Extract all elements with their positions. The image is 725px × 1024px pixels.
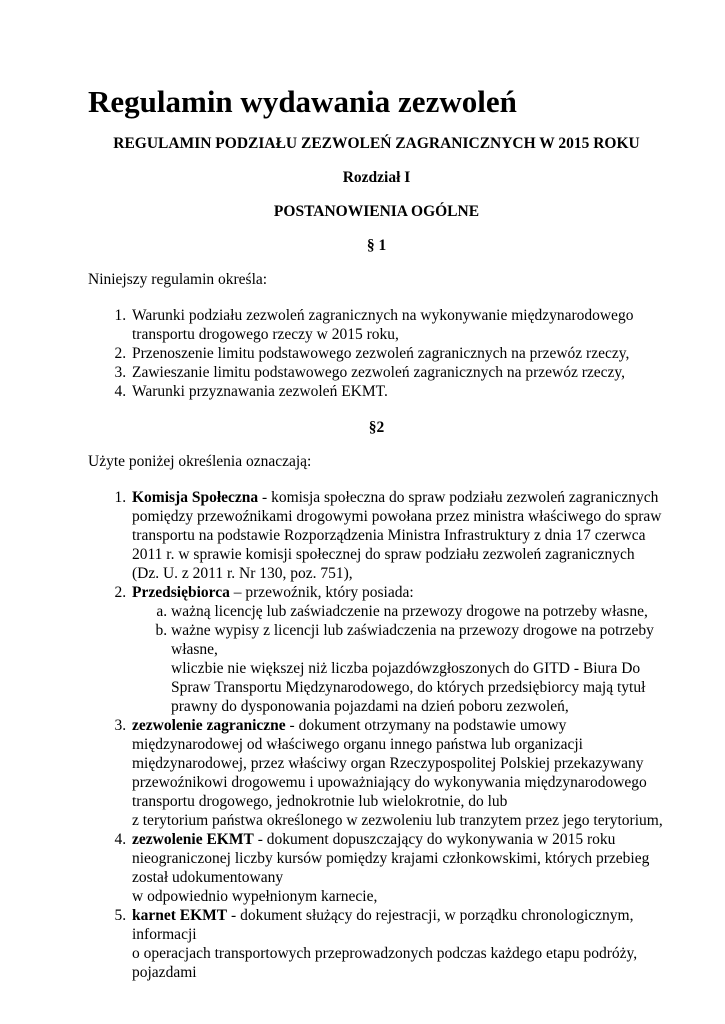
definition-text: – przewoźnik, który posiada: [229, 584, 414, 601]
intro-2: Użyte poniżej określenia oznaczają: [88, 453, 312, 470]
list-item: 4. Warunki przyznawania zezwoleń EKMT. [130, 382, 665, 401]
chapter-title: POSTANOWIENIA OGÓLNE [273, 203, 480, 220]
definition-continuation: o operacjach transportowych przeprowadzonych podczas każdego etapu podróży, pojazdami [132, 945, 638, 981]
definition-term: Przedsiębiorca [132, 584, 230, 601]
definition-term: karnet EKMT [132, 907, 228, 924]
definition-item [130, 716, 665, 830]
definitions-list [88, 488, 665, 982]
main-heading: REGULAMIN PODZIAŁU ZEZWOLEŃ ZAGRANICZNYCH W 2015 ROKU [113, 135, 640, 152]
definition-item [130, 830, 665, 906]
definition-term: zezwolenie zagraniczne [132, 717, 286, 734]
list-item: 2. Przenoszenie limitu podstawowego zezwoleń zagranicznych na przewóz rzeczy, [130, 344, 665, 363]
definition-term: Komisja Społeczna [132, 489, 259, 506]
definition-item [130, 488, 665, 583]
paragraph-2-heading: §2 [368, 419, 385, 436]
list-item: 3. Zawieszanie limitu podstawowego zezwoleń zagranicznych na przewóz rzeczy, [130, 363, 665, 382]
definition-text: - dokument otrzymany na podstawie umowy międzynarodowej od właściwego organu innego państwa lub organizacji międzynarodowej, przez właściwy organ Rzeczypospolitej Polskiej przekazywany przewoźnikowi drogowemu i upoważniający do wykonywania międzynarodowego transportu drogowego, jednokrotnie lub wielokrotnie, do lub [132, 717, 647, 810]
sub-item: a. ważną licencję lub zaświadczenie na przewozy drogowe na potrzeby własne, [171, 602, 665, 621]
intro-1: Niniejszy regulamin określa: [88, 271, 268, 288]
definition-text: - komisja społeczna do spraw podziału zezwoleń zagranicznych pomiędzy przewoźnikami drogowymi powołana przez ministra właściwego do spraw transportu na podstawie Rozporządzenia Ministra Infrastruktury z dnia 17 czerwca 2011 r. w sprawie komisji społecznej do spraw podziału zezwoleń zagranicznych (Dz. U. z 2011 r. Nr 130, poz. 751), [132, 489, 662, 582]
sub-item [171, 621, 665, 716]
definition-text: - dokument dopuszczający do wykonywania w 2015 roku nieograniczonej liczby kursów pomiędzy krajami członkowskimi, których przebieg został udokumentowany [132, 831, 650, 886]
sub-list [132, 602, 665, 716]
definition-item [130, 583, 665, 716]
chapter-label: Rozdział I [342, 169, 411, 186]
sub-item-continuation: wliczbie nie większej niż liczba pojazdówzgłoszonych do GITD - Biura Do Spraw Transportu Międzynarodowego, do których przedsiębiorcy mają tytuł prawny do dysponowania pojazdami na dzień poboru zezwoleń, [171, 660, 646, 715]
sub-item-text: ważne wypisy z licencji lub zaświadczenia na przewozy drogowe na potrzeby własne, [171, 622, 654, 658]
definition-continuation: z terytorium państwa określonego w zezwoleniu lub tranzytem przez jego terytorium, [132, 812, 663, 829]
list-item: 1. Warunki podziału zezwoleń zagranicznych na wykonywanie międzynarodowego transportu drogowego rzeczy w 2015 roku, [130, 306, 665, 344]
definition-text: - dokument służący do rejestracji, w porządku chronologicznym, informacji [132, 907, 634, 943]
document-title: Regulamin wydawania zezwoleń [88, 84, 517, 119]
definition-item [130, 906, 665, 982]
definition-continuation: w odpowiednio wypełnionym karnecie, [132, 888, 378, 905]
definition-term: zezwolenie EKMT [132, 831, 254, 848]
scope-list [88, 306, 665, 401]
paragraph-1-heading: § 1 [366, 237, 387, 254]
